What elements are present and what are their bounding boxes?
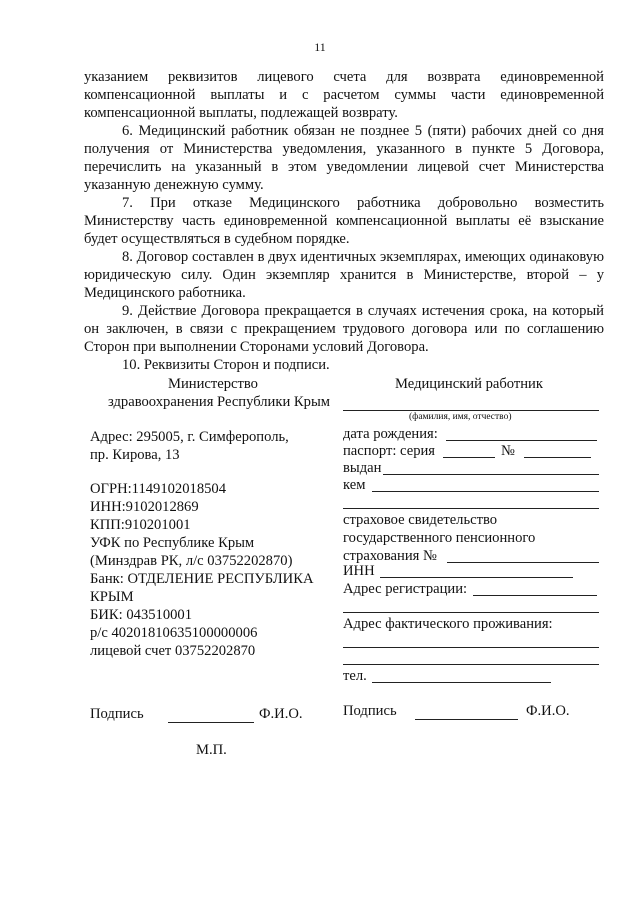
ministry-minzdrav: (Минздрав РК, л/с 03752202870) [90, 553, 293, 569]
ministry-ufk: УФК по Республике Крым [90, 535, 255, 551]
worker-actual-address-line-2 [343, 664, 599, 665]
worker-issuer-label: кем [343, 477, 366, 493]
worker-passport-number-line [524, 457, 591, 458]
worker-passport-series-line [443, 457, 495, 458]
worker-insurance-line3: страхования № [343, 548, 437, 564]
paragraph-6: 6. Медицинский работник обязан не позднее 5 (пяти) рабочих дней со дня получения от Министерства уведомления, указанного в пункте 5 Договора, перечислить на указанный в этом уведомлении лицевой счет Министерства указанную денежную сумму. [84, 123, 604, 193]
ministry-signature-label: Подпись [90, 706, 144, 722]
paragraph-continuation: указанием реквизитов лицевого счета для возврата единовременной компенсационной выплаты и с расчетом суммы части единовременной компенсационной выплаты, подлежащей возврату. [84, 69, 604, 121]
worker-reg-address-line-2 [343, 612, 599, 613]
worker-issued-line [383, 474, 599, 475]
ministry-ogrn: ОГРН:1149102018504 [90, 481, 227, 497]
ministry-title-line1: Министерство [168, 376, 258, 392]
ministry-bik: БИК: 043510001 [90, 607, 193, 623]
ministry-ls: лицевой счет 03752202870 [90, 643, 256, 659]
worker-inn-label: ИНН [343, 563, 375, 579]
ministry-rs: р/с 40201810635100000006 [90, 625, 258, 641]
ministry-signature-line [168, 722, 254, 723]
worker-birth-line [446, 440, 597, 441]
page-number: 11 [314, 40, 326, 54]
worker-phone-label: тел. [343, 668, 367, 684]
ministry-fio-label: Ф.И.О. [259, 706, 303, 722]
contract-text [84, 68, 604, 374]
worker-fio-hint: (фамилия, имя, отчество) [409, 412, 512, 422]
worker-title: Медицинский работник [395, 376, 543, 392]
worker-insurance-line [447, 562, 599, 563]
worker-fio-label: Ф.И.О. [526, 703, 570, 719]
worker-signature-line [415, 719, 518, 720]
worker-insurance-line2: государственного пенсионного [343, 530, 536, 546]
worker-actual-address-label: Адрес фактического проживания: [343, 616, 553, 632]
worker-issuer-line [372, 491, 599, 492]
worker-signature-label: Подпись [343, 703, 397, 719]
worker-reg-address-line [473, 595, 597, 596]
ministry-address-line1: Адрес: 295005, г. Симферополь, [90, 429, 289, 445]
ministry-bank-line2: КРЫМ [90, 589, 134, 605]
ministry-stamp-label: М.П. [196, 742, 227, 758]
ministry-address-line2: пр. Кирова, 13 [90, 447, 180, 463]
worker-reg-address-label: Адрес регистрации: [343, 581, 468, 597]
paragraph-8: 8. Договор составлен в двух идентичных экземплярах, имеющих одинаковую юридическую силу. Один экземпляр хранится в Министерстве, второй – у Медицинского работника. [84, 249, 604, 301]
worker-passport-number-sign: № [501, 443, 515, 459]
worker-actual-address-line [343, 647, 599, 648]
worker-phone-line [372, 682, 551, 683]
worker-inn-line [380, 577, 573, 578]
paragraph-10: 10. Реквизиты Сторон и подписи. [122, 357, 330, 373]
worker-issuer-line-2 [343, 508, 599, 509]
paragraph-9: 9. Действие Договора прекращается в случаях истечения срока, на который он заключен, в связи с прекращением трудового договора или по соглашению Сторон при выполнении Сторонами условий Договора. [84, 303, 604, 355]
worker-passport-label: паспорт: серия [343, 443, 436, 459]
worker-birth-label: дата рождения: [343, 426, 438, 442]
ministry-title-line2: здравоохранения Республики Крым [108, 394, 330, 410]
worker-insurance-line1: страховое свидетельство [343, 512, 498, 528]
worker-issued-label: выдан [343, 460, 382, 476]
ministry-kpp: КПП:910201001 [90, 517, 191, 533]
worker-fio-line [343, 410, 599, 411]
ministry-bank-line1: Банк: ОТДЕЛЕНИЕ РЕСПУБЛИКА [90, 571, 314, 587]
paragraph-7: 7. При отказе Медицинского работника добровольно возместить Министерству часть единовременной компенсационной выплаты её взыскание будет осуществляться в судебном порядке. [84, 195, 604, 247]
ministry-inn: ИНН:9102012869 [90, 499, 199, 515]
